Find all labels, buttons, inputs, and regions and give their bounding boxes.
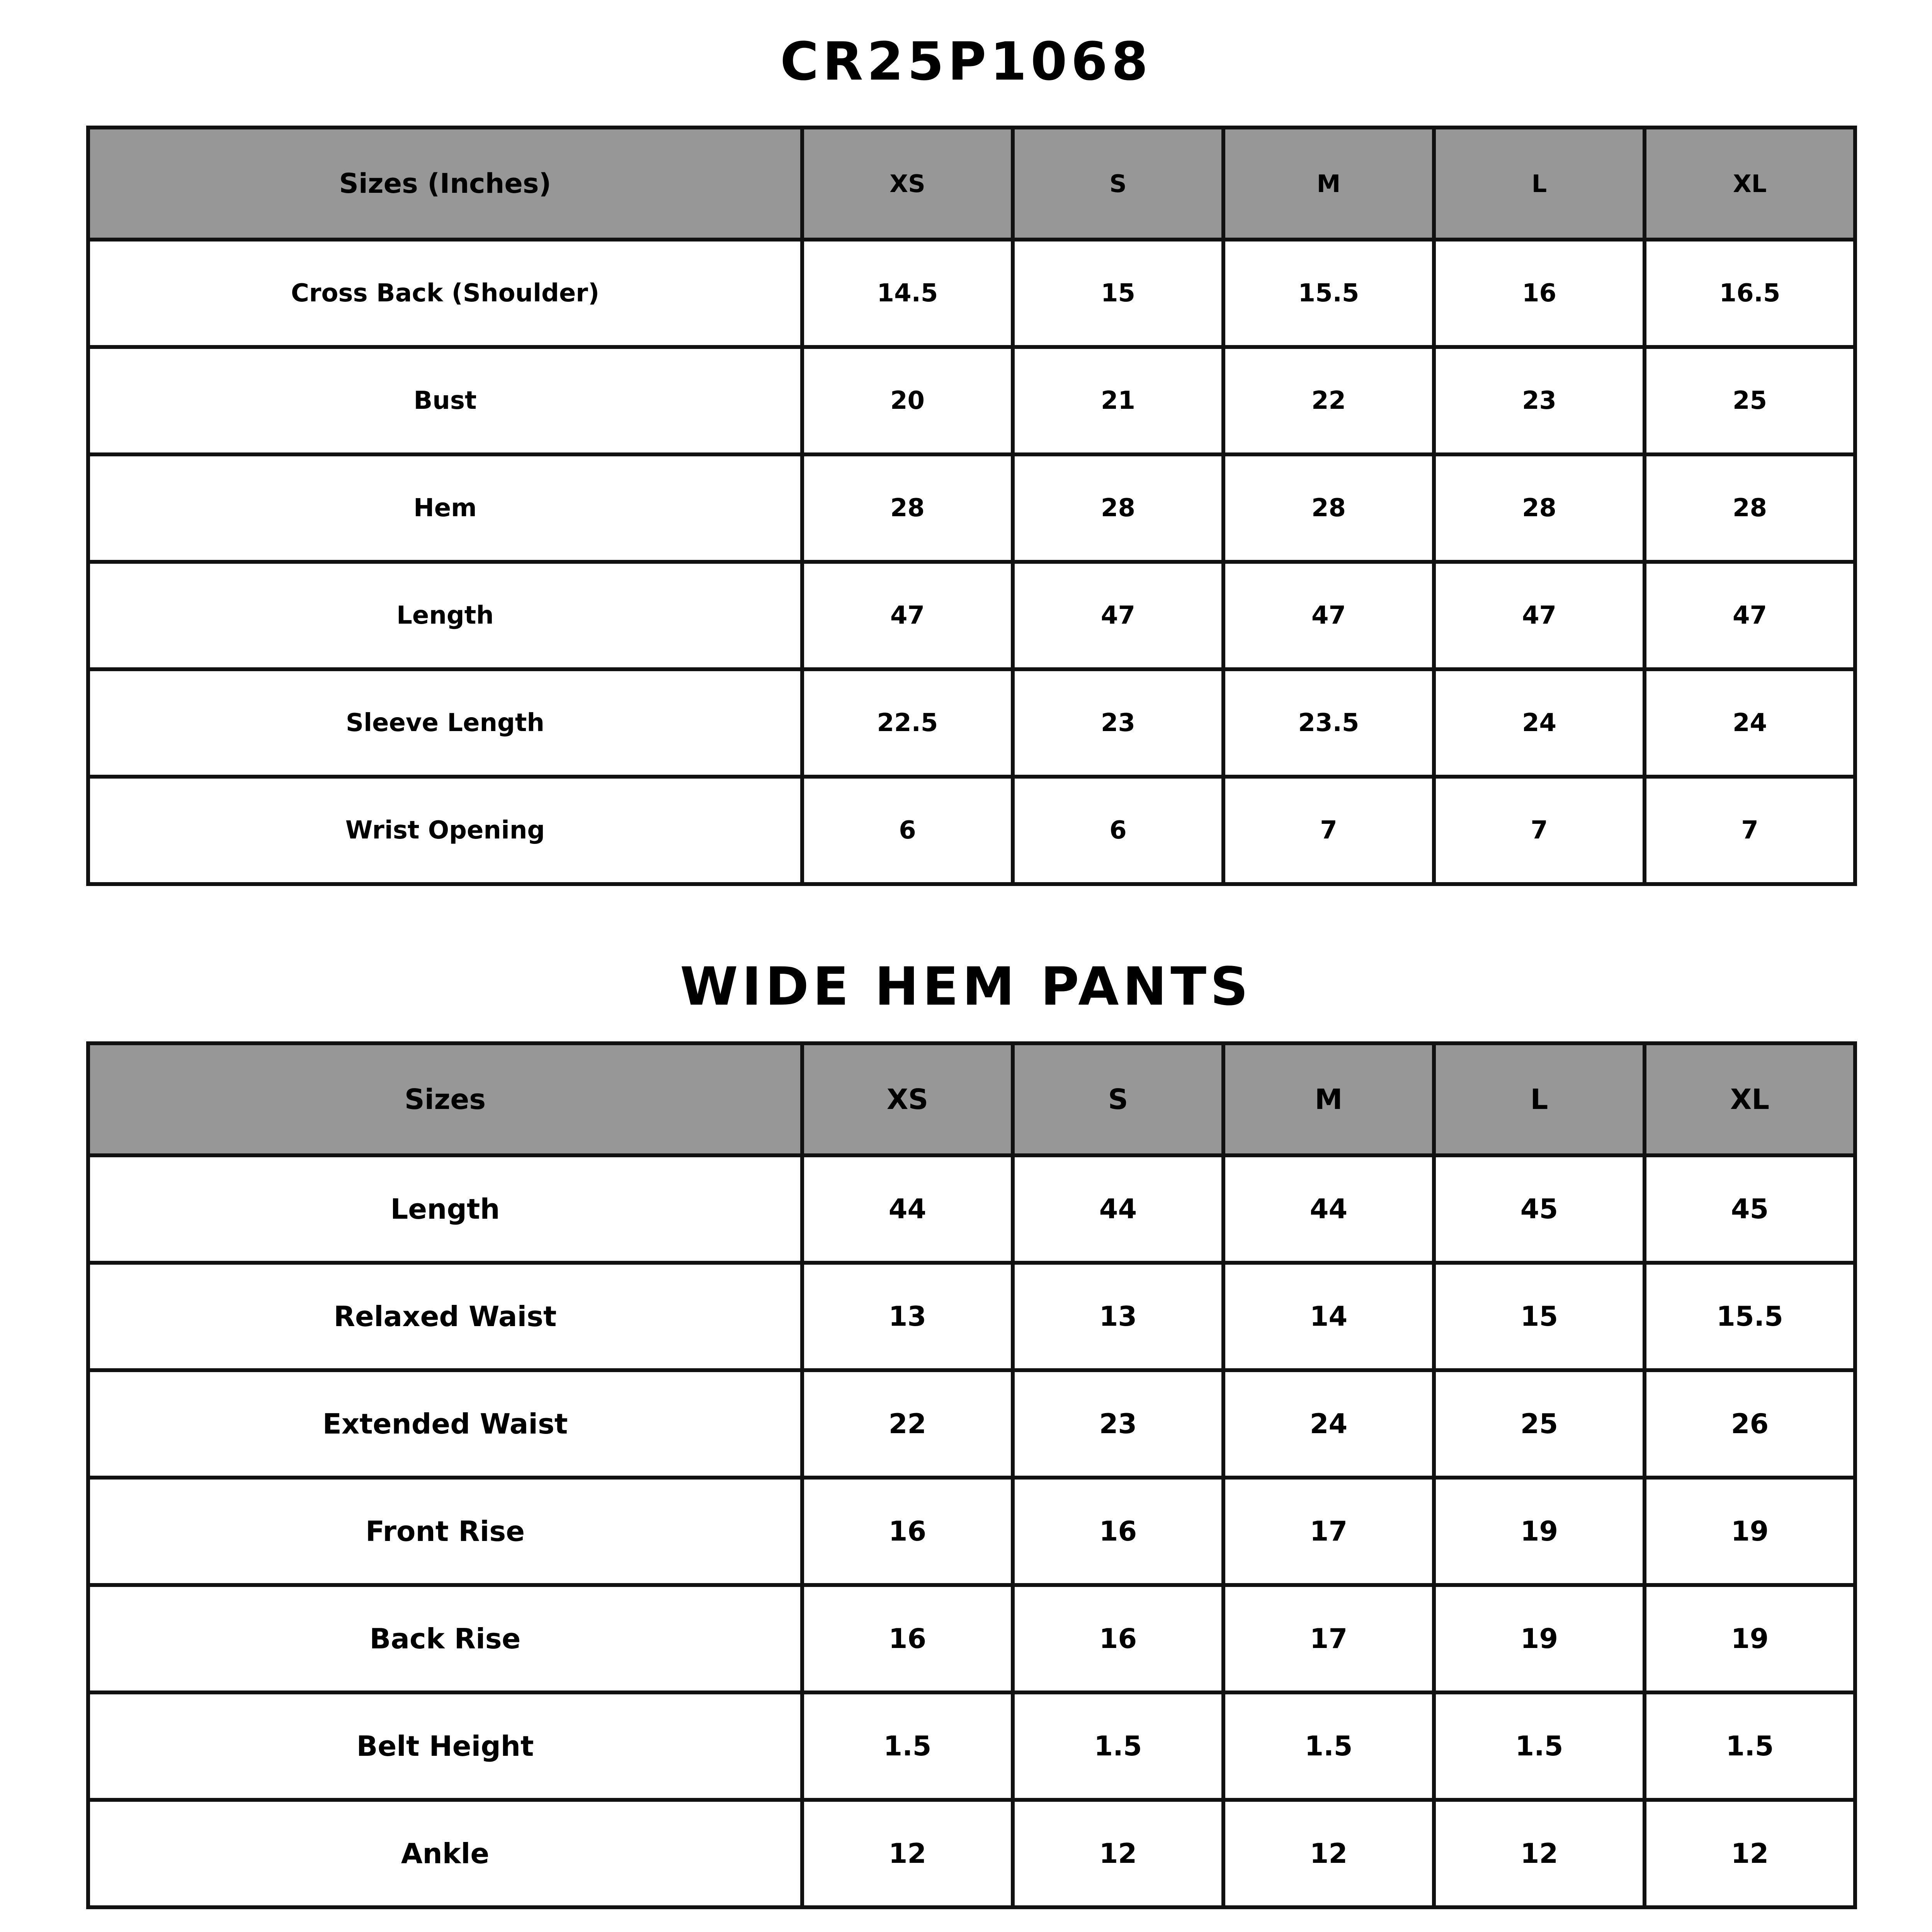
row-label: Ankle bbox=[88, 1800, 802, 1907]
table-cell: 44 bbox=[1013, 1155, 1223, 1263]
table-cell: 23.5 bbox=[1223, 669, 1434, 777]
table-row bbox=[88, 669, 1855, 777]
table-cell: 7 bbox=[1645, 777, 1855, 884]
header-size-xl: XL bbox=[1645, 1043, 1855, 1155]
row-label: Relaxed Waist bbox=[88, 1263, 802, 1370]
table-cell: 16 bbox=[1013, 1478, 1223, 1585]
table-cell: 12 bbox=[1434, 1800, 1645, 1907]
table-cell: 25 bbox=[1434, 1370, 1645, 1478]
table-cell: 47 bbox=[1223, 562, 1434, 669]
row-label: Bust bbox=[88, 347, 802, 454]
row-label: Back Rise bbox=[88, 1585, 802, 1692]
table-cell: 28 bbox=[1223, 454, 1434, 562]
row-label: Front Rise bbox=[88, 1478, 802, 1585]
table-cell: 22 bbox=[1223, 347, 1434, 454]
table-cell: 16 bbox=[1013, 1585, 1223, 1692]
header-size-l: L bbox=[1434, 128, 1645, 240]
row-label: Length bbox=[88, 562, 802, 669]
header-size-s: S bbox=[1013, 1043, 1223, 1155]
table-cell: 15.5 bbox=[1223, 240, 1434, 347]
table-cell: 17 bbox=[1223, 1585, 1434, 1692]
table-cell: 1.5 bbox=[1013, 1692, 1223, 1800]
header-size-xs: XS bbox=[802, 128, 1013, 240]
bottom-size-chart-table bbox=[86, 1041, 1857, 1909]
table-cell: 13 bbox=[802, 1263, 1013, 1370]
table-cell: 23 bbox=[1013, 1370, 1223, 1478]
table-cell: 15.5 bbox=[1645, 1263, 1855, 1370]
table-cell: 23 bbox=[1013, 669, 1223, 777]
table-cell: 47 bbox=[1645, 562, 1855, 669]
table-row bbox=[88, 1370, 1855, 1478]
row-label: Extended Waist bbox=[88, 1370, 802, 1478]
table-cell: 23 bbox=[1434, 347, 1645, 454]
table-cell: 44 bbox=[1223, 1155, 1434, 1263]
header-size-xl: XL bbox=[1645, 128, 1855, 240]
table-cell: 15 bbox=[1013, 240, 1223, 347]
header-size-m: M bbox=[1223, 128, 1434, 240]
table-row bbox=[88, 1155, 1855, 1263]
row-label: Hem bbox=[88, 454, 802, 562]
table-cell: 1.5 bbox=[802, 1692, 1013, 1800]
table-cell: 14 bbox=[1223, 1263, 1434, 1370]
table-cell: 15 bbox=[1434, 1263, 1645, 1370]
header-size-m: M bbox=[1223, 1043, 1434, 1155]
table-cell: 22 bbox=[802, 1370, 1013, 1478]
row-label: Length bbox=[88, 1155, 802, 1263]
table-cell: 19 bbox=[1645, 1585, 1855, 1692]
table-cell: 14.5 bbox=[802, 240, 1013, 347]
table-cell: 24 bbox=[1645, 669, 1855, 777]
table-cell: 28 bbox=[1013, 454, 1223, 562]
bottom-table-title: WIDE HEM PANTS bbox=[680, 956, 1252, 1017]
table-cell: 12 bbox=[1013, 1800, 1223, 1907]
table-cell: 25 bbox=[1645, 347, 1855, 454]
table-row bbox=[88, 1800, 1855, 1907]
table-cell: 19 bbox=[1434, 1585, 1645, 1692]
table-cell: 12 bbox=[1645, 1800, 1855, 1907]
table-cell: 47 bbox=[802, 562, 1013, 669]
header-size-l: L bbox=[1434, 1043, 1645, 1155]
table-cell: 1.5 bbox=[1645, 1692, 1855, 1800]
table-cell: 47 bbox=[1434, 562, 1645, 669]
table-cell: 16 bbox=[1434, 240, 1645, 347]
table-cell: 47 bbox=[1013, 562, 1223, 669]
table-cell: 24 bbox=[1223, 1370, 1434, 1478]
table-cell: 16 bbox=[802, 1478, 1013, 1585]
table-cell: 7 bbox=[1434, 777, 1645, 884]
header-size-s: S bbox=[1013, 128, 1223, 240]
header-label-cell: Sizes bbox=[88, 1043, 802, 1155]
top-size-chart-table bbox=[86, 126, 1857, 886]
table-cell: 45 bbox=[1434, 1155, 1645, 1263]
table-cell: 21 bbox=[1013, 347, 1223, 454]
row-label: Wrist Opening bbox=[88, 777, 802, 884]
table-cell: 6 bbox=[1013, 777, 1223, 884]
table-row bbox=[88, 562, 1855, 669]
table-cell: 12 bbox=[802, 1800, 1013, 1907]
table-cell: 1.5 bbox=[1223, 1692, 1434, 1800]
table-cell: 12 bbox=[1223, 1800, 1434, 1907]
header-row bbox=[88, 128, 1855, 240]
table-cell: 19 bbox=[1434, 1478, 1645, 1585]
row-label: Belt Height bbox=[88, 1692, 802, 1800]
top-table-title: CR25P1068 bbox=[780, 31, 1152, 92]
table-row bbox=[88, 1478, 1855, 1585]
row-label: Cross Back (Shoulder) bbox=[88, 240, 802, 347]
table-cell: 16.5 bbox=[1645, 240, 1855, 347]
table-cell: 28 bbox=[1434, 454, 1645, 562]
table-cell: 13 bbox=[1013, 1263, 1223, 1370]
header-row bbox=[88, 1043, 1855, 1155]
table-cell: 28 bbox=[1645, 454, 1855, 562]
table-cell: 7 bbox=[1223, 777, 1434, 884]
table-cell: 19 bbox=[1645, 1478, 1855, 1585]
table-cell: 45 bbox=[1645, 1155, 1855, 1263]
header-label-cell: Sizes (Inches) bbox=[88, 128, 802, 240]
table-row bbox=[88, 454, 1855, 562]
table-cell: 20 bbox=[802, 347, 1013, 454]
table-cell: 17 bbox=[1223, 1478, 1434, 1585]
table-row bbox=[88, 1585, 1855, 1692]
table-cell: 6 bbox=[802, 777, 1013, 884]
table-cell: 26 bbox=[1645, 1370, 1855, 1478]
table-cell: 28 bbox=[802, 454, 1013, 562]
table-row bbox=[88, 1692, 1855, 1800]
table-cell: 22.5 bbox=[802, 669, 1013, 777]
table-cell: 24 bbox=[1434, 669, 1645, 777]
header-size-xs: XS bbox=[802, 1043, 1013, 1155]
table-cell: 1.5 bbox=[1434, 1692, 1645, 1800]
table-row bbox=[88, 240, 1855, 347]
row-label: Sleeve Length bbox=[88, 669, 802, 777]
table-row bbox=[88, 777, 1855, 884]
table-cell: 44 bbox=[802, 1155, 1013, 1263]
table-cell: 16 bbox=[802, 1585, 1013, 1692]
table-row bbox=[88, 1263, 1855, 1370]
table-row bbox=[88, 347, 1855, 454]
